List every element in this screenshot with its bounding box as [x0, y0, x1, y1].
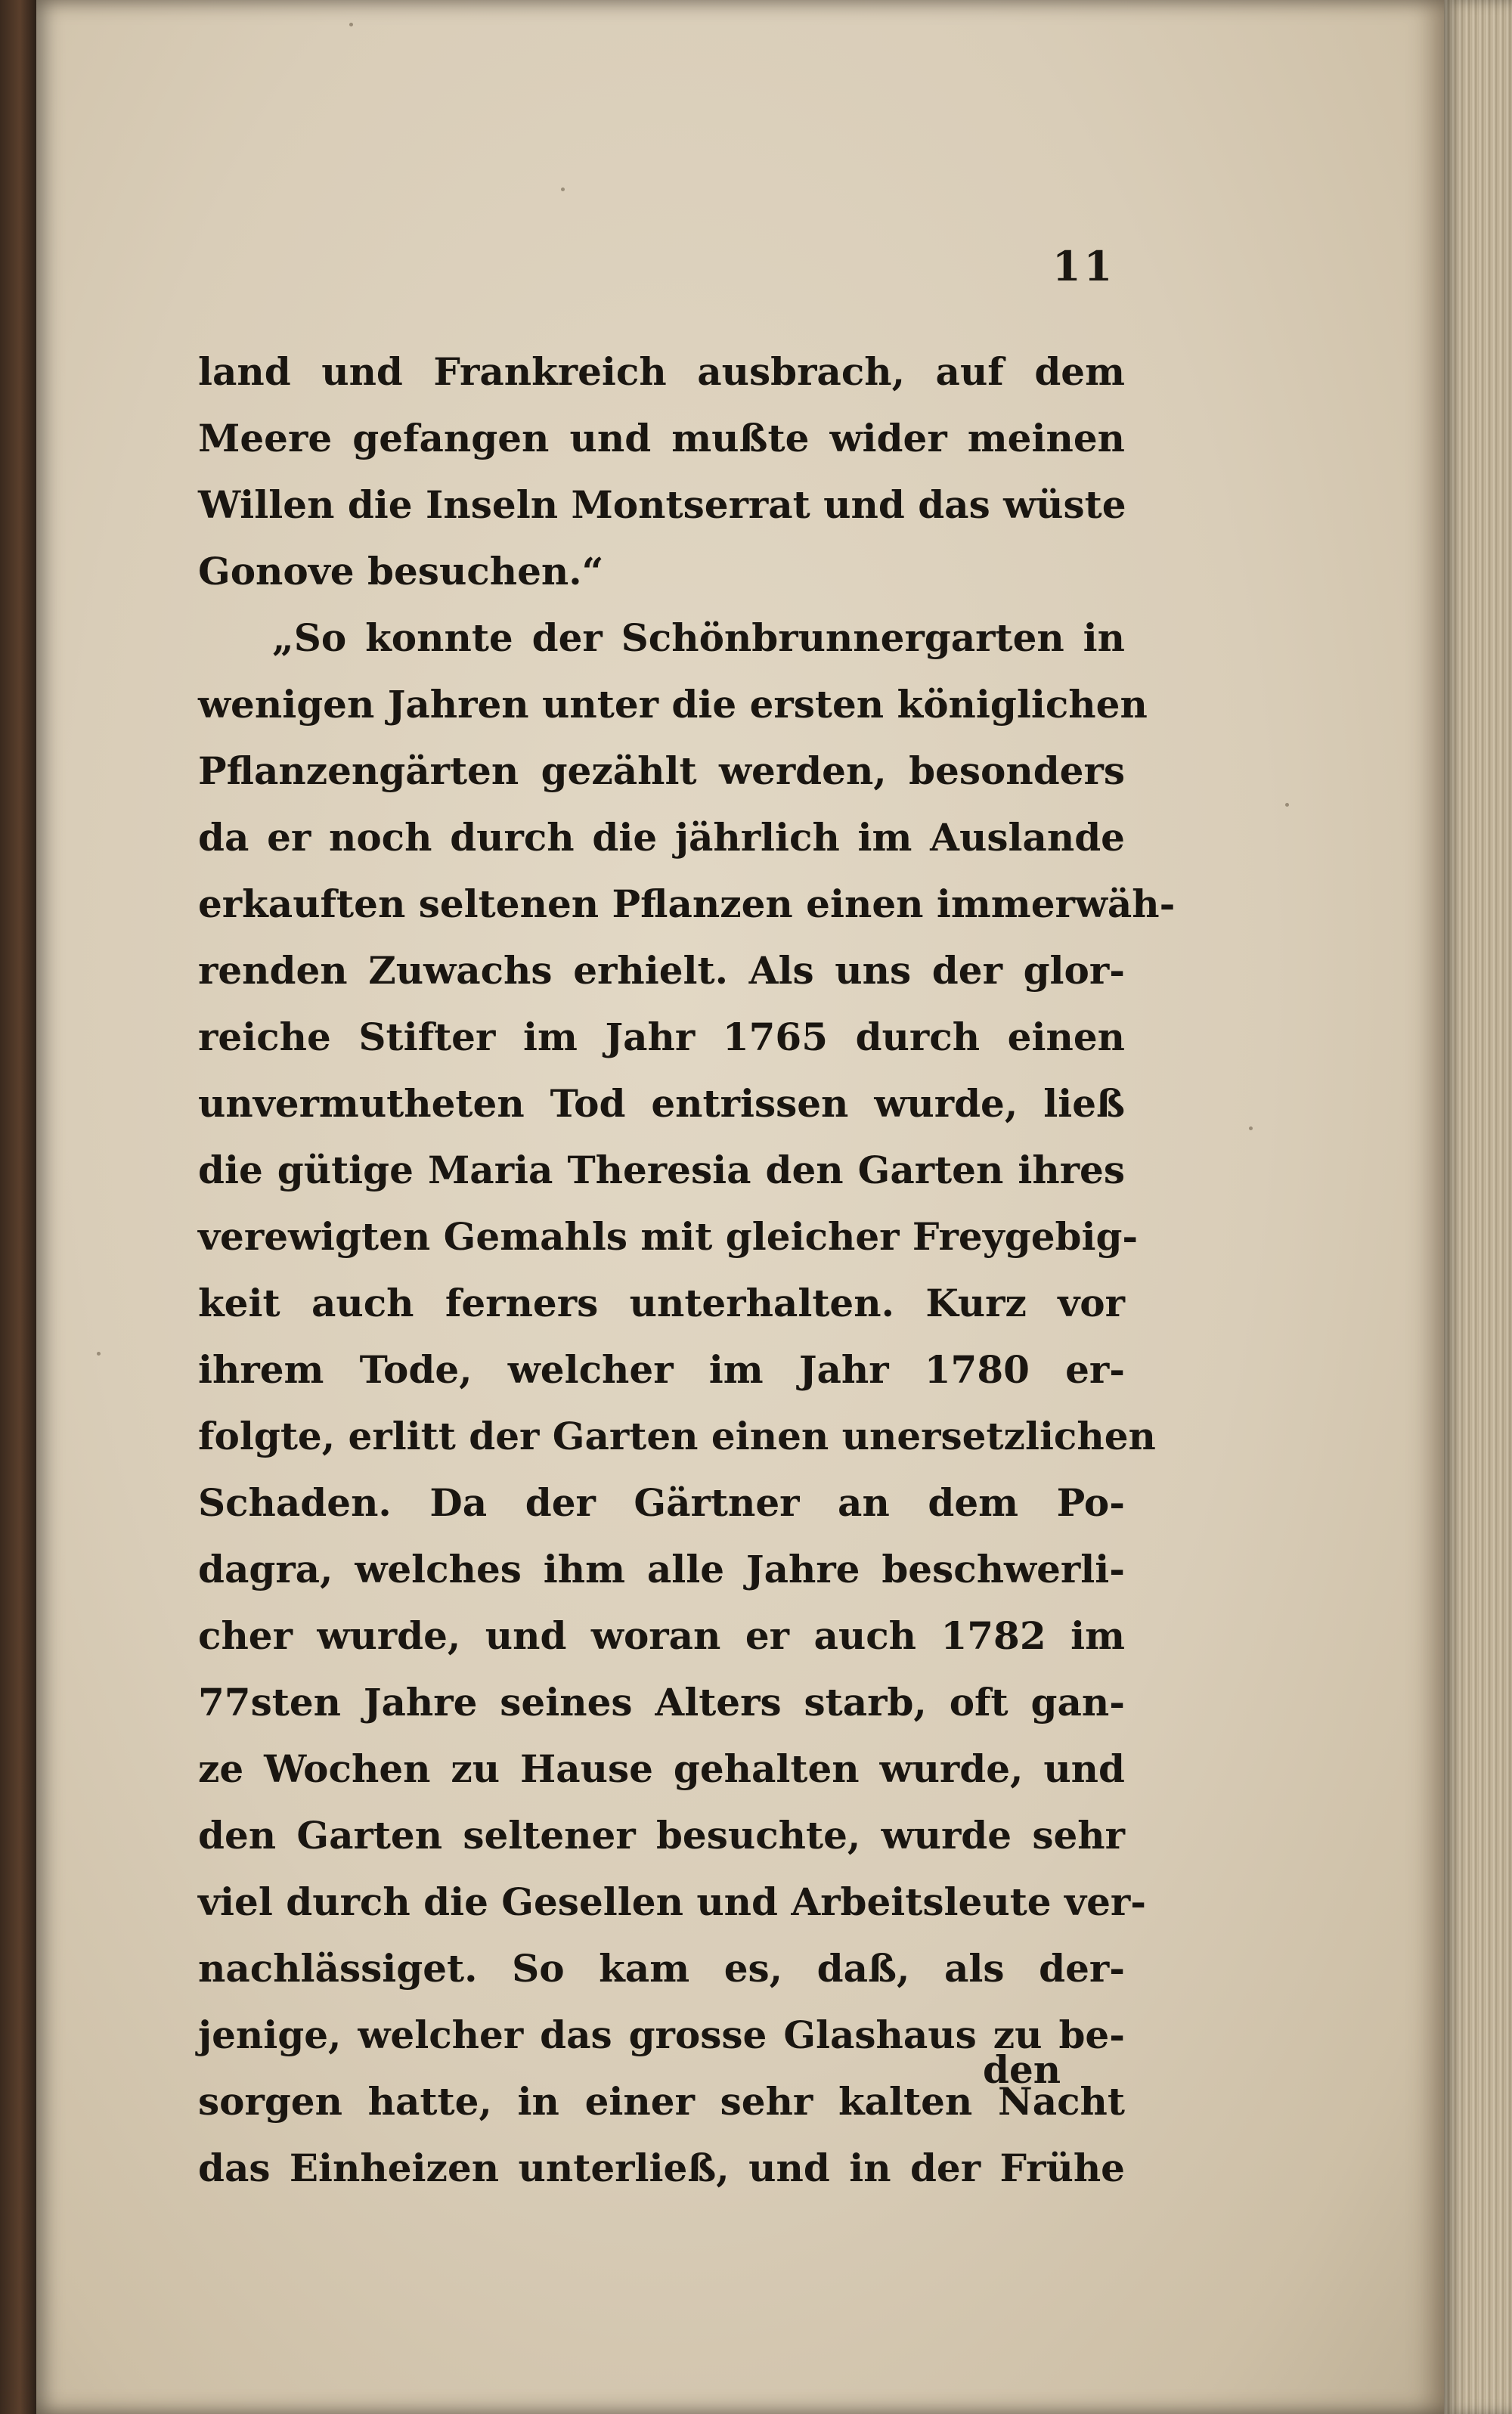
- text-line: sorgen hatte, in einer sehr kalten Nacht: [198, 2079, 1125, 2124]
- text-line: die gütige Maria Theresia den Garten ihres: [198, 1148, 1125, 1192]
- text-line: folgte, erlitt der Garten einen unersetzlichen: [198, 1414, 1156, 1458]
- text-line: verewigten Gemahls mit gleicher Freygebig-: [198, 1214, 1139, 1259]
- paper-speck: [561, 187, 565, 191]
- text-line-paragraph-start: „So konnte der Schönbrunnergarten in: [272, 615, 1125, 660]
- text-line: den Garten seltener besuchte, wurde sehr: [198, 1813, 1125, 1858]
- body-text: [198, 339, 1176, 2202]
- text-line: erkauften seltenen Pflanzen einen immerwäh-: [198, 882, 1176, 926]
- paper-speck: [97, 1352, 101, 1356]
- text-line: land und Frankreich ausbrach, auf dem: [198, 349, 1125, 394]
- text-line: jenige, welcher das grosse Glashaus zu be-: [198, 2013, 1125, 2057]
- text-line: unvermutheten Tod entrissen wurde, ließ: [198, 1081, 1125, 1126]
- page-number: 11: [1052, 242, 1116, 290]
- page-stack-edge: [1444, 0, 1512, 2414]
- text-line: wenigen Jahren unter die ersten königlichen: [198, 682, 1148, 727]
- paper-speck: [1249, 1126, 1253, 1130]
- text-line: Schaden. Da der Gärtner an dem Po-: [198, 1480, 1125, 1525]
- text-line: 77sten Jahre seines Alters starb, oft gan-: [198, 1680, 1125, 1725]
- text-line: viel durch die Gesellen und Arbeitsleute ver-: [198, 1879, 1146, 1924]
- text-line: Meere gefangen und mußte wider meinen: [198, 416, 1125, 460]
- text-line: Willen die Inseln Montserrat und das wüste: [198, 482, 1126, 527]
- text-line: Pflanzengärten gezählt werden, besonders: [198, 748, 1125, 793]
- catchword: den: [983, 2047, 1061, 2092]
- text-line: Gonove besuchen.“: [198, 549, 604, 593]
- text-line: keit auch ferners unterhalten. Kurz vor: [198, 1281, 1125, 1325]
- text-line: ze Wochen zu Hause gehalten wurde, und: [198, 1746, 1125, 1791]
- paper-speck: [349, 23, 353, 26]
- text-line: reiche Stifter im Jahr 1765 durch einen: [198, 1015, 1125, 1059]
- paper-speck: [1285, 803, 1289, 807]
- text-line: da er noch durch die jährlich im Auslande: [198, 815, 1125, 860]
- text-line: dagra, welches ihm alle Jahre beschwerli-: [198, 1547, 1125, 1591]
- book-cover-edge: [0, 0, 36, 2414]
- text-line: cher wurde, und woran er auch 1782 im: [198, 1613, 1125, 1658]
- text-line: nachlässiget. So kam es, daß, als der-: [198, 1946, 1125, 1991]
- text-line: ihrem Tode, welcher im Jahr 1780 er-: [198, 1347, 1125, 1392]
- text-line: das Einheizen unterließ, und in der Frühe: [198, 2146, 1125, 2190]
- text-line: renden Zuwachs erhielt. Als uns der glor-: [198, 948, 1125, 993]
